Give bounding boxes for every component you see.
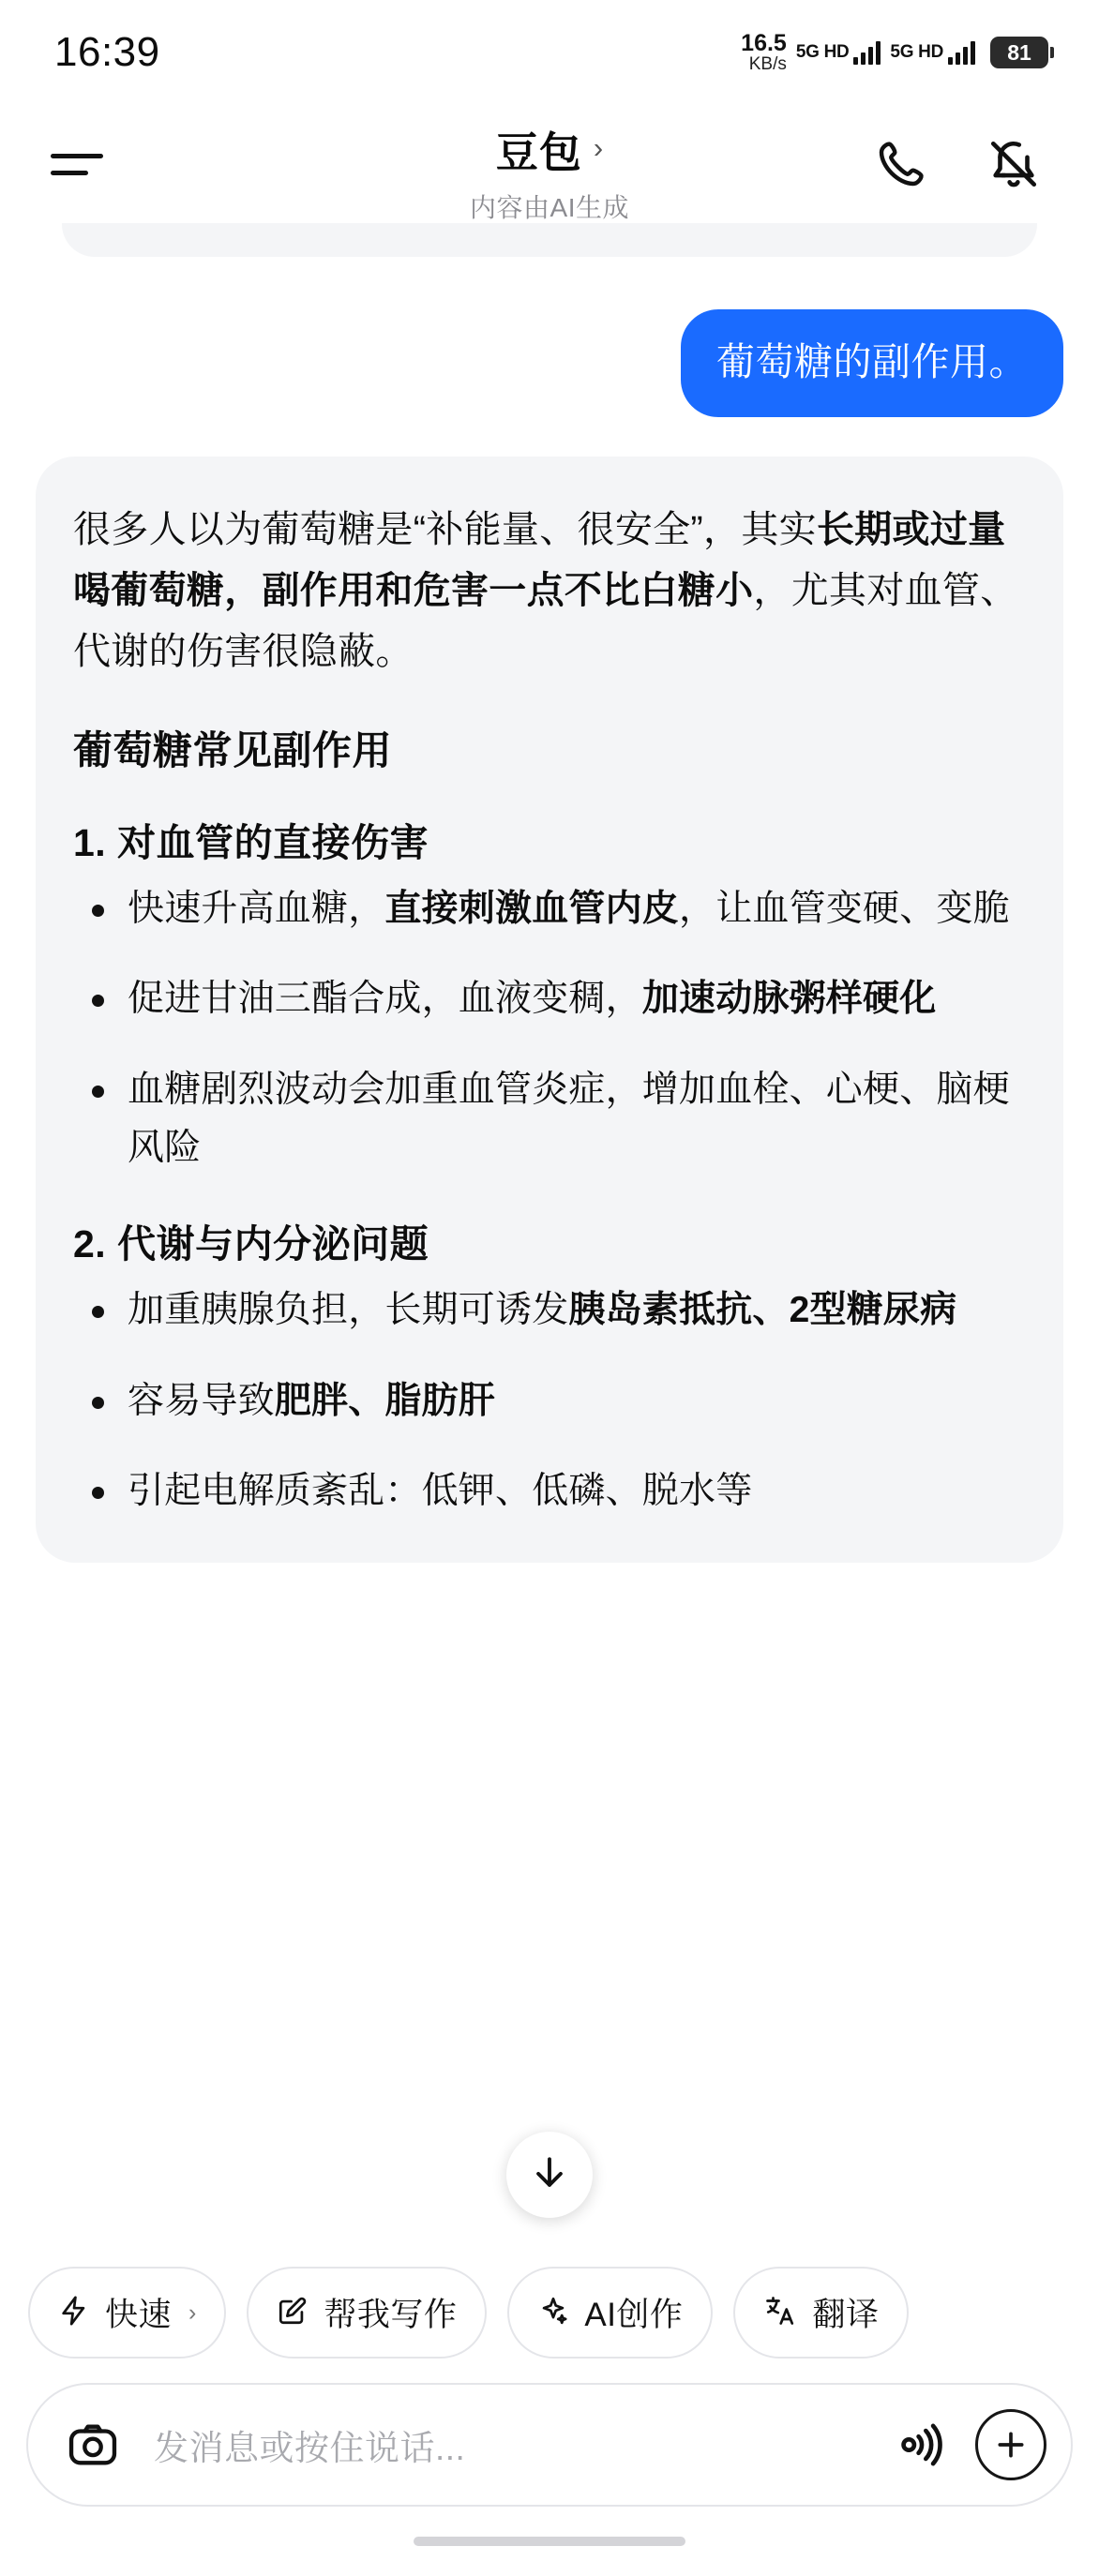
subsection-heading-2: 2. 代谢与内分泌问题 <box>73 1222 429 1266</box>
page-title: 豆包 <box>495 128 582 176</box>
input-actions <box>881 2409 1046 2480</box>
intro-part: ，尤其对血管、代谢的伤害很隐蔽。 <box>73 570 1018 673</box>
signal-bars-icon <box>853 40 881 65</box>
chip-label: 帮我写作 <box>324 2297 458 2333</box>
chip-label: AI创作 <box>584 2297 684 2333</box>
chip-quick[interactable] <box>28 2267 226 2359</box>
translate-icon <box>763 2294 797 2332</box>
home-indicator <box>0 2507 1099 2576</box>
intro-part: 很多人以为葡萄糖是“补能量、很安全”，其实 <box>73 509 817 551</box>
chat-scroll-area[interactable] <box>0 223 1099 2242</box>
previous-message-partial <box>62 223 1037 257</box>
subsection-list-2 <box>73 1281 1026 1520</box>
bell-off-icon[interactable] <box>979 129 1048 199</box>
chip-ai-create[interactable] <box>507 2267 713 2359</box>
status-bar <box>0 0 1099 105</box>
status-time: 16:39 <box>54 29 160 75</box>
lightning-icon <box>58 2295 90 2331</box>
sim2-signal <box>890 40 975 65</box>
camera-icon[interactable] <box>56 2408 129 2481</box>
list-item <box>86 970 1026 1028</box>
plus-icon[interactable] <box>975 2409 1046 2480</box>
chip-label: 翻译 <box>812 2297 880 2333</box>
sim1-label: 5G HD <box>795 42 850 62</box>
sim2-label: 5G HD <box>890 42 943 62</box>
text-span-bold: 加速动脉粥样硬化 <box>641 979 937 1020</box>
intro-part-bold: 长期或过量喝葡萄糖，副作用和危害一点不比白糖小 <box>73 509 1006 612</box>
arrow-down-icon <box>529 2152 570 2198</box>
text-span: 促进甘油三酯合成，血液变稠， <box>128 979 642 1020</box>
network-speed-unit: KB/s <box>748 54 787 75</box>
pencil-square-icon <box>277 2295 309 2331</box>
sim1-signal <box>796 40 881 65</box>
hamburger-menu-icon[interactable] <box>45 127 118 201</box>
list-item <box>86 1372 1026 1430</box>
status-indicators <box>741 31 1048 74</box>
list-item <box>86 1281 1026 1340</box>
text-span: 血糖剧烈波动会加重血管炎症，增加血栓、心梗、脑梗风险 <box>128 1069 1010 1168</box>
user-message-bubble[interactable]: 葡萄糖的副作用。 <box>681 309 1063 417</box>
quick-action-chips[interactable] <box>0 2242 1099 2375</box>
ai-intro-paragraph <box>73 500 1026 681</box>
text-span: ，让血管变硬、变脆 <box>679 888 1010 929</box>
header-subtitle: 内容由AI生成 <box>470 193 629 222</box>
signal-bars-icon <box>948 40 975 65</box>
text-span: 容易导致 <box>128 1380 275 1421</box>
text-span-bold: 胰岛素抵抗、2型糖尿病 <box>568 1290 957 1331</box>
text-span: 引起电解质紊乱：低钾、低磷、脱水等 <box>128 1471 753 1512</box>
network-speed-value: 16.5 <box>741 29 787 56</box>
text-span-bold: 直接刺激血管内皮 <box>384 888 680 929</box>
header-actions <box>866 129 1054 199</box>
chevron-right-icon: › <box>593 130 604 164</box>
subsection-heading-1: 1. 对血管的直接伤害 <box>73 820 429 864</box>
subsection-list-1 <box>73 880 1026 1178</box>
ai-message-bubble[interactable] <box>36 457 1063 1562</box>
scroll-to-bottom-button[interactable] <box>506 2132 593 2218</box>
text-span: 快速升高血糖， <box>128 888 385 929</box>
message-input-bar[interactable] <box>26 2383 1073 2507</box>
chip-translate[interactable] <box>733 2267 909 2359</box>
list-item <box>86 880 1026 938</box>
user-message-row <box>36 309 1063 417</box>
app-header <box>0 105 1099 223</box>
sparkle-icon <box>537 2295 569 2331</box>
list-item <box>86 1061 1026 1178</box>
list-item <box>86 1462 1026 1520</box>
text-span: 加重胰腺负担，长期可诱发 <box>128 1290 569 1331</box>
network-speed <box>741 31 787 74</box>
voice-wave-icon[interactable] <box>881 2410 951 2479</box>
phone-icon[interactable] <box>866 129 936 199</box>
title-row[interactable] <box>496 118 603 179</box>
text-span-bold: 肥胖、脂肪肝 <box>274 1380 496 1421</box>
chevron-right-icon: › <box>188 2299 197 2326</box>
chip-label: 快速 <box>105 2297 173 2333</box>
section-title: 葡萄糖常见副作用 <box>73 727 393 772</box>
message-input[interactable]: 发消息或按住说话... <box>154 2429 466 2467</box>
chip-write-for-me[interactable] <box>247 2267 487 2359</box>
battery-indicator: 81 <box>990 37 1048 68</box>
